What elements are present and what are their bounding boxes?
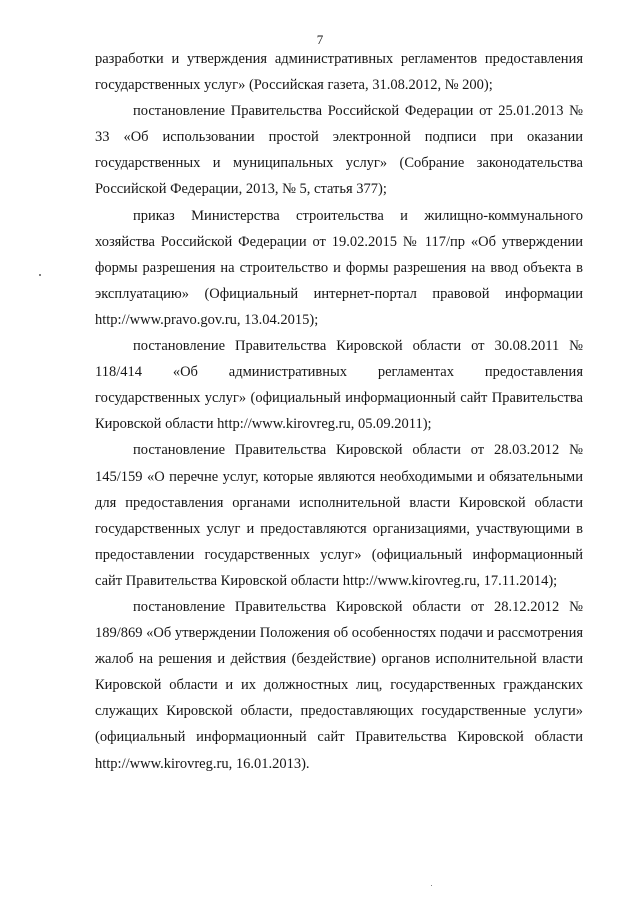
scan-speck	[431, 885, 432, 886]
scan-speck	[39, 274, 41, 276]
paragraph-government-decree-2013: постановление Правительства Российской Федерации от 25.01.2013 № 33 «Об использовании простой электронной подписи при оказании государственных и муниципальных услуг» (Собрание законодательства Российской Федерации, 2013, № 5, статья 377);	[95, 103, 583, 198]
page-number: 7	[316, 32, 324, 47]
paragraph-continuation: разработки и утверждения административных регламентов предоставления государственных услуг» (Российская газета, 31.08.2012, № 200);	[95, 51, 583, 94]
paragraph-kirov-decree-2012-december: постановление Правительства Кировской области от 28.12.2012 № 189/869 «Об утверждении Положения об особенностях подачи и рассмотрения жалоб на решения и действия (бездействие) органов исполнительной власти Кировской области и их должностных лиц, государственных гражданских служащих Кировской области, предоставляющих государственные услуги» (официальный информационный сайт Правительства Кировской области http://www.kirovreg.ru, 16.01.2013).	[95, 598, 583, 772]
document-body	[95, 46, 583, 777]
paragraph-kirov-decree-2012-march: постановление Правительства Кировской области от 28.03.2012 № 145/159 «О перечне услуг, которые являются необходимыми и обязательными для предоставления органами исполнительной власти Кировской области государственных услуг и предоставляются организациями, участвующими в предоставлении государственных услуг» (официальный информационный сайт Правительства Кировской области http://www.kirovreg.ru, 17.11.2014);	[95, 442, 583, 589]
paragraph-kirov-decree-2011: постановление Правительства Кировской области от 30.08.2011 № 118/414 «Об административных регламентах предоставления государственных услуг» (официальный информационный сайт Правительства Кировской области http://www.kirovreg.ru, 05.09.2011);	[95, 338, 583, 433]
paragraph-ministry-order-2015: приказ Министерства строительства и жилищно-коммунального хозяйства Российской Федерации от 19.02.2015 № 117/пр «Об утверждении формы разрешения на строительство и формы разрешения на ввод объекта в эксплуатацию» (Официальный интернет-портал правовой информации http://www.pravo.gov.ru, 13.04.2015);	[95, 207, 583, 328]
